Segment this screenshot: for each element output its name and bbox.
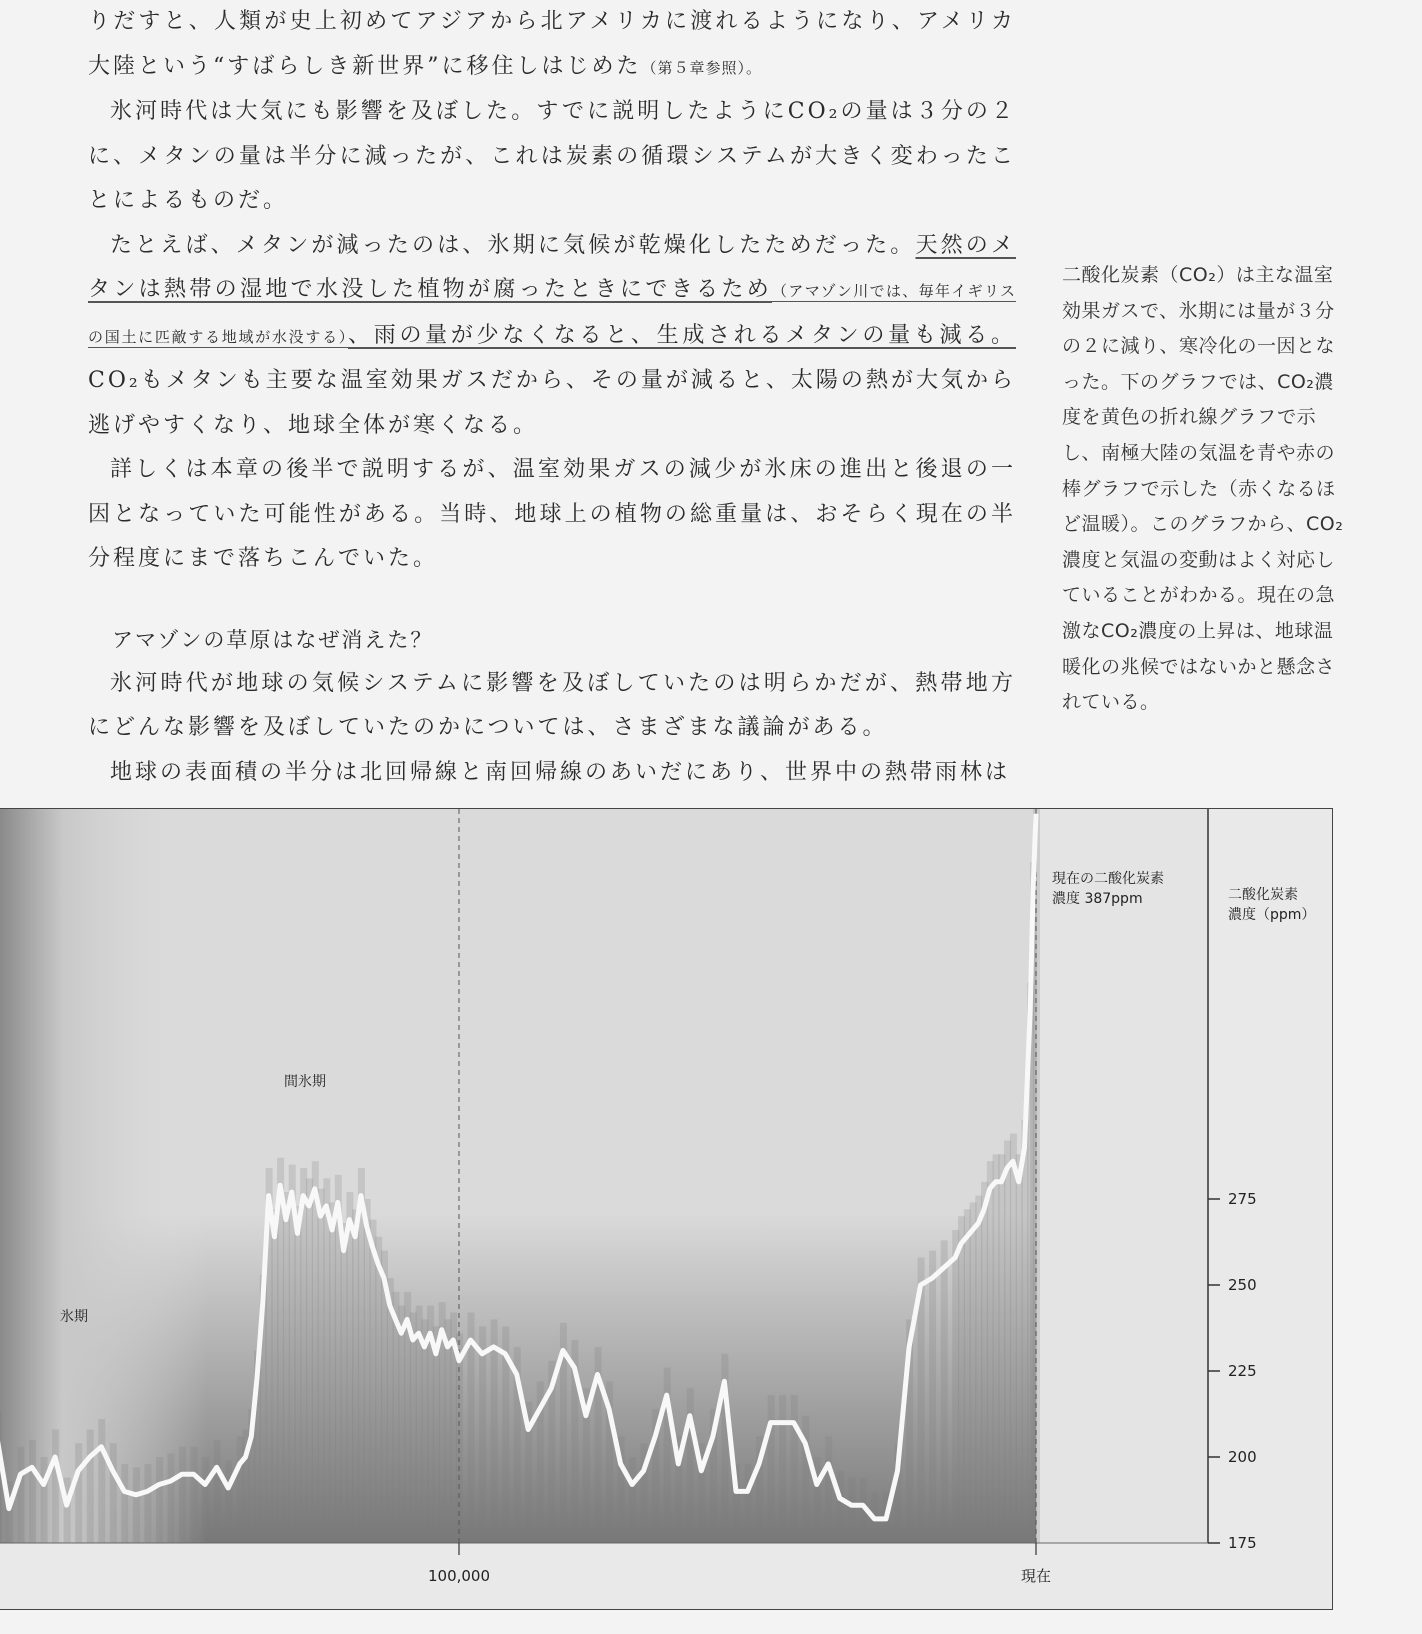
- temperature-bar: [41, 1457, 48, 1543]
- temperature-bar: [791, 1395, 798, 1543]
- chart-svg: [0, 809, 1332, 1609]
- temperature-bar: [156, 1457, 163, 1543]
- x-tick-label: 100,000: [427, 1567, 491, 1585]
- paragraph-text: たとえば、メタンが減ったのは、氷期に気候が乾燥化したためだった。: [110, 232, 916, 258]
- temperature-bar: [837, 1471, 844, 1543]
- temperature-bar: [87, 1430, 94, 1544]
- y-axis-title-line1: 二酸化炭素: [1228, 887, 1298, 903]
- temperature-bar: [133, 1467, 140, 1543]
- temperature-bar: [29, 1440, 36, 1543]
- temperature-bar: [121, 1464, 128, 1543]
- x-ticks: [428, 1543, 1051, 1585]
- paragraph: [88, 224, 1016, 449]
- paragraph: 詳しくは本章の後半で説明するが、温室効果ガスの減少が氷床の進出と後退の一因となっていた可能性がある。当時、地球上の植物の総重量は、おそらく現在の半分程度にまで落ちこんでいた。: [88, 457, 1016, 571]
- y-tick-label: 175: [1228, 1534, 1257, 1552]
- temperature-bar: [848, 1478, 855, 1543]
- temperature-bar: [491, 1319, 498, 1543]
- x-tick-label: 現在: [1020, 1567, 1052, 1585]
- paragraph: 氷河時代は大気にも影響を及ぼした。すでに説明したようにCO₂の量は３分の２に、メタンの量は半分に減ったが、これは炭素の循環システムが大きく変わったことによるものだ。: [88, 99, 1016, 213]
- temperature-bar: [941, 1240, 948, 1543]
- y-tick-label: 250: [1228, 1276, 1257, 1294]
- y-ticks: [1208, 1190, 1257, 1552]
- current-co2-label-line2: 濃度 387ppm: [1052, 891, 1143, 907]
- temperature-bar: [202, 1457, 209, 1543]
- temperature-bar: [225, 1460, 232, 1543]
- section-heading: アマゾンの草原はなぜ消えた？: [112, 627, 434, 652]
- temperature-bar: [0, 1412, 1, 1543]
- co2-chart: [0, 808, 1333, 1610]
- interglacial-label: 間氷期: [284, 1074, 326, 1090]
- y-tick-label: 275: [1228, 1190, 1257, 1208]
- temperature-bar: [768, 1395, 775, 1543]
- temperature-bar: [745, 1464, 752, 1543]
- paragraph: [88, 0, 1016, 90]
- paragraph: 氷河時代が地球の気候システムに影響を及ぼしていたのは明らかだが、熱帯地方にどんな影響を及ぼしていたのかについては、さまざまな議論がある。: [88, 670, 1016, 740]
- paragraph-text: りだすと、人類が史上初めてアジアから北アメリカに渡れるようになり、アメリカ大陸という“すばらしき新世界”に移住しはじめた: [88, 9, 1016, 79]
- paragraph-text: CO₂もメタンも主要な温室効果ガスだから、その量が減ると、太陽の熱が大気から逃げやすくなり、地球全体が寒くなる。: [88, 368, 1016, 438]
- underlined-text: 、雨の量が少なくなると、生成されるメタンの量も減る。: [348, 322, 1016, 348]
- temperature-bar: [18, 1447, 25, 1543]
- paragraph: 地球の表面積の半分は北回帰線と南回帰線のあいだにあり、世界中の熱帯雨林は: [110, 759, 1011, 785]
- y-tick-label: 200: [1228, 1448, 1257, 1466]
- chapter-ref: （第５章参照）。: [641, 58, 763, 77]
- temperature-bar: [479, 1326, 486, 1543]
- y-tick-label: 225: [1228, 1362, 1257, 1380]
- glacial-label: 氷期: [60, 1309, 88, 1325]
- temperature-bar: [779, 1395, 786, 1543]
- temperature-bar: [52, 1430, 59, 1544]
- temperature-bar: [168, 1454, 175, 1543]
- temperature-bar: [98, 1419, 105, 1543]
- aside-text: （アマゾン川では、毎年イギリスの国土に匹敵する地域が水没する）: [88, 282, 1016, 346]
- underlined-text: 天然のメタンは熱帯の湿地で水没した植物が腐ったときにできるため: [88, 232, 1016, 302]
- article-body: [88, 0, 1016, 795]
- temperature-bar: [214, 1440, 221, 1543]
- temperature-bar: [110, 1443, 117, 1543]
- future-area: [1036, 809, 1208, 1543]
- temperature-bar: [191, 1447, 198, 1543]
- temperature-bar: [75, 1443, 82, 1543]
- temperature-bar: [179, 1447, 186, 1543]
- temperature-bar: [929, 1251, 936, 1543]
- temperature-bar: [687, 1388, 694, 1543]
- temperature-bar: [825, 1436, 832, 1543]
- temperature-bar: [144, 1464, 151, 1543]
- sidenote-caption: 二酸化炭素（CO₂）は主な温室効果ガスで、氷期には量が３分の２に減り、寒冷化の一因となった。下のグラフでは、CO₂濃度を黄色の折れ線グラフで示し、南極大陸の気温を青や赤の棒グラフで示した（赤くなるほど温暖）。このグラフから、CO₂濃度と気温の変動はよく対応していることがわかる。現在の急激なCO₂濃度の上昇は、地球温暖化の兆候ではないかと懸念されている。: [1062, 264, 1344, 714]
- y-axis-title-line2: 濃度（ppm）: [1228, 907, 1316, 923]
- temperature-bar: [629, 1457, 636, 1543]
- current-co2-label-line1: 現在の二酸化炭素: [1052, 871, 1164, 887]
